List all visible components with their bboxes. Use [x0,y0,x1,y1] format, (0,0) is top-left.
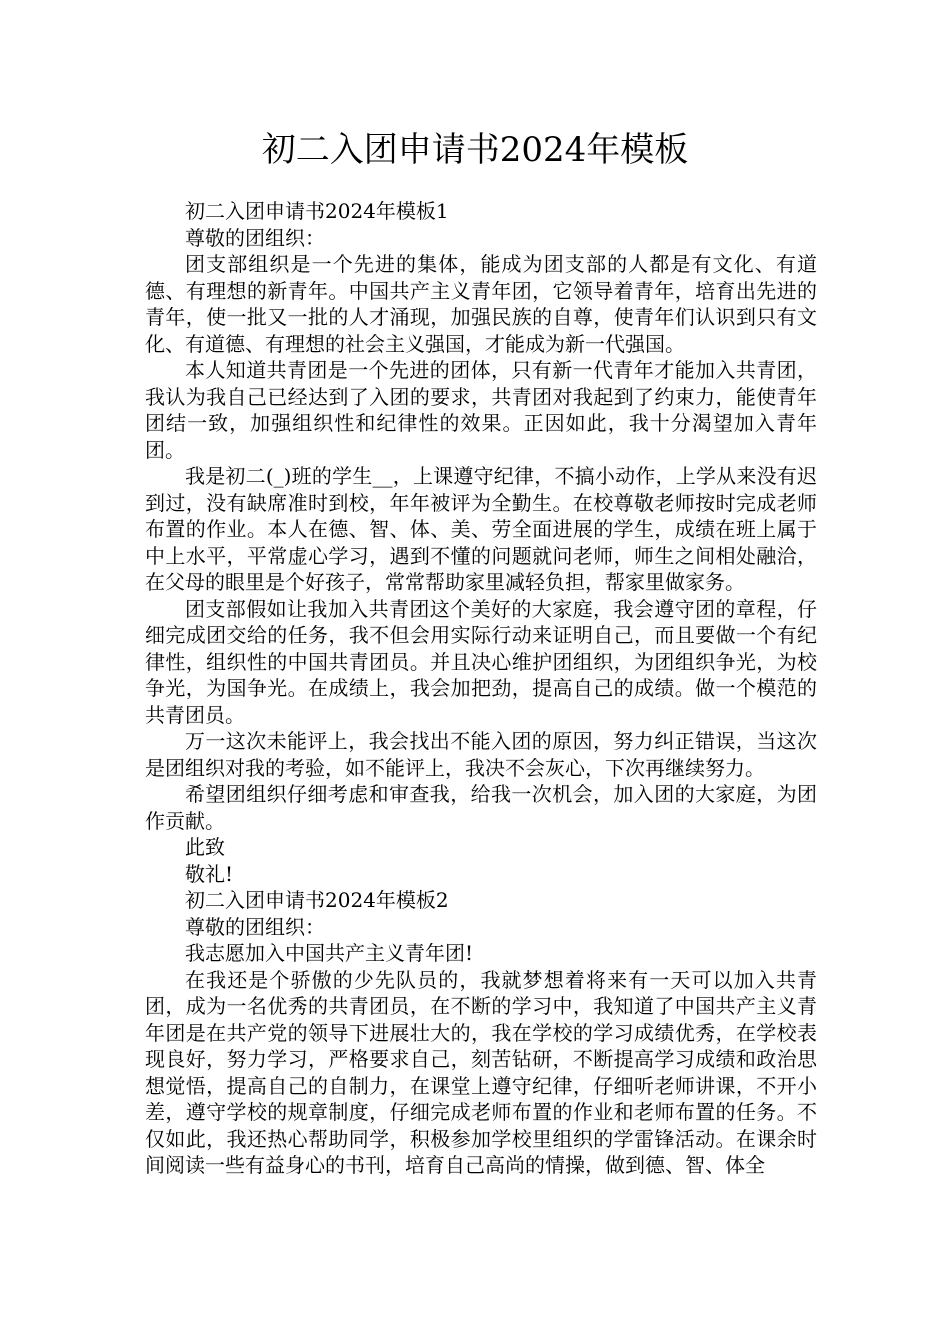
template-2-heading: 初二入团申请书2024年模板2 [185,888,449,912]
body-paragraph: 我是初二(_)班的学生__，上课遵守纪律，不搞小动作，上学从来没有迟到过，没有缺席准时到校，年年被评为全勤生。在校尊敬老师按时完成老师布置的作业。本人在德、智、体、美、劳全面进展的学生，成绩在班上属于中上水平，平常虚心学习，遇到不懂的问题就问老师，师生之间相处融洽，在父母的眼里是个好孩子，常常帮助家里减轻负担，帮家里做家务。 [145,464,817,594]
body-paragraph: 万一这次未能评上，我会找出不能入团的原因，努力纠正错误，当这次是团组织对我的考验，如不能评上，我决不会灰心，下次再继续努力。 [145,729,817,780]
salutation: 尊敬的团组织： [185,914,325,939]
closing-line: 此致 [185,835,225,859]
document-body [145,198,817,1179]
body-paragraph: 本人知道共青团是一个先进的团体，只有新一代青年才能加入共青团，我认为我自己已经达到了入团的要求，共青团对我起到了约束力，能使青年团结一致，加强组织性和纪律性的效果。正因如此，我十分渴望加入青年团。 [145,358,817,462]
body-paragraph: 我志愿加入中国共产主义青年团! [185,941,474,965]
document-title: 初二入团申请书2024年模板 [261,130,689,170]
body-paragraph: 在我还是个骄傲的少先队员的，我就梦想着将来有一天可以加入共青团，成为一名优秀的共青团员，在不断的学习中，我知道了中国共产主义青年团是在共产党的领导下进展壮大的，我在学校的学习成绩优秀，在学校表现良好，努力学习，严格要求自己，刻苦钻研，不断提高学习成绩和政治思想觉悟，提高自己的自制力，在课堂上遵守纪律，仔细听老师讲课，不开小差，遵守学校的规章制度，仔细完成老师布置的作业和老师布置的任务。不仅如此，我还热心帮助同学，积极参加学校里组织的学雷锋活动。在课余时间阅读一些有益身心的书刊，培育自己高尚的情操，做到德、智、体全 [145,967,817,1177]
salutation: 尊敬的团组织： [185,225,325,250]
closing-line: 敬礼! [185,861,234,886]
body-paragraph: 希望团组织仔细考虑和审查我，给我一次机会，加入团的大家庭，为团作贡献。 [145,782,817,833]
body-paragraph: 团支部组织是一个先进的集体，能成为团支部的人都是有文化、有道德、有理想的新青年。中国共产主义青年团，它领导着青年，培育出先进的青年，使一批又一批的人才涌现，加强民族的自尊，使青年们认识到只有文化、有道德、有理想的社会主义强国，才能成为新一代强国。 [145,252,817,356]
template-1-heading: 初二入团申请书2024年模板1 [185,199,449,223]
body-paragraph: 团支部假如让我加入共青团这个美好的大家庭，我会遵守团的章程，仔细完成团交给的任务，我不但会用实际行动来证明自己，而且要做一个有纪律性，组织性的中国共青团员。并且决心维护团组织，为团组织争光，为校争光，为国争光。在成绩上，我会加把劲，提高自己的成绩。做一个模范的共青团员。 [145,596,817,727]
